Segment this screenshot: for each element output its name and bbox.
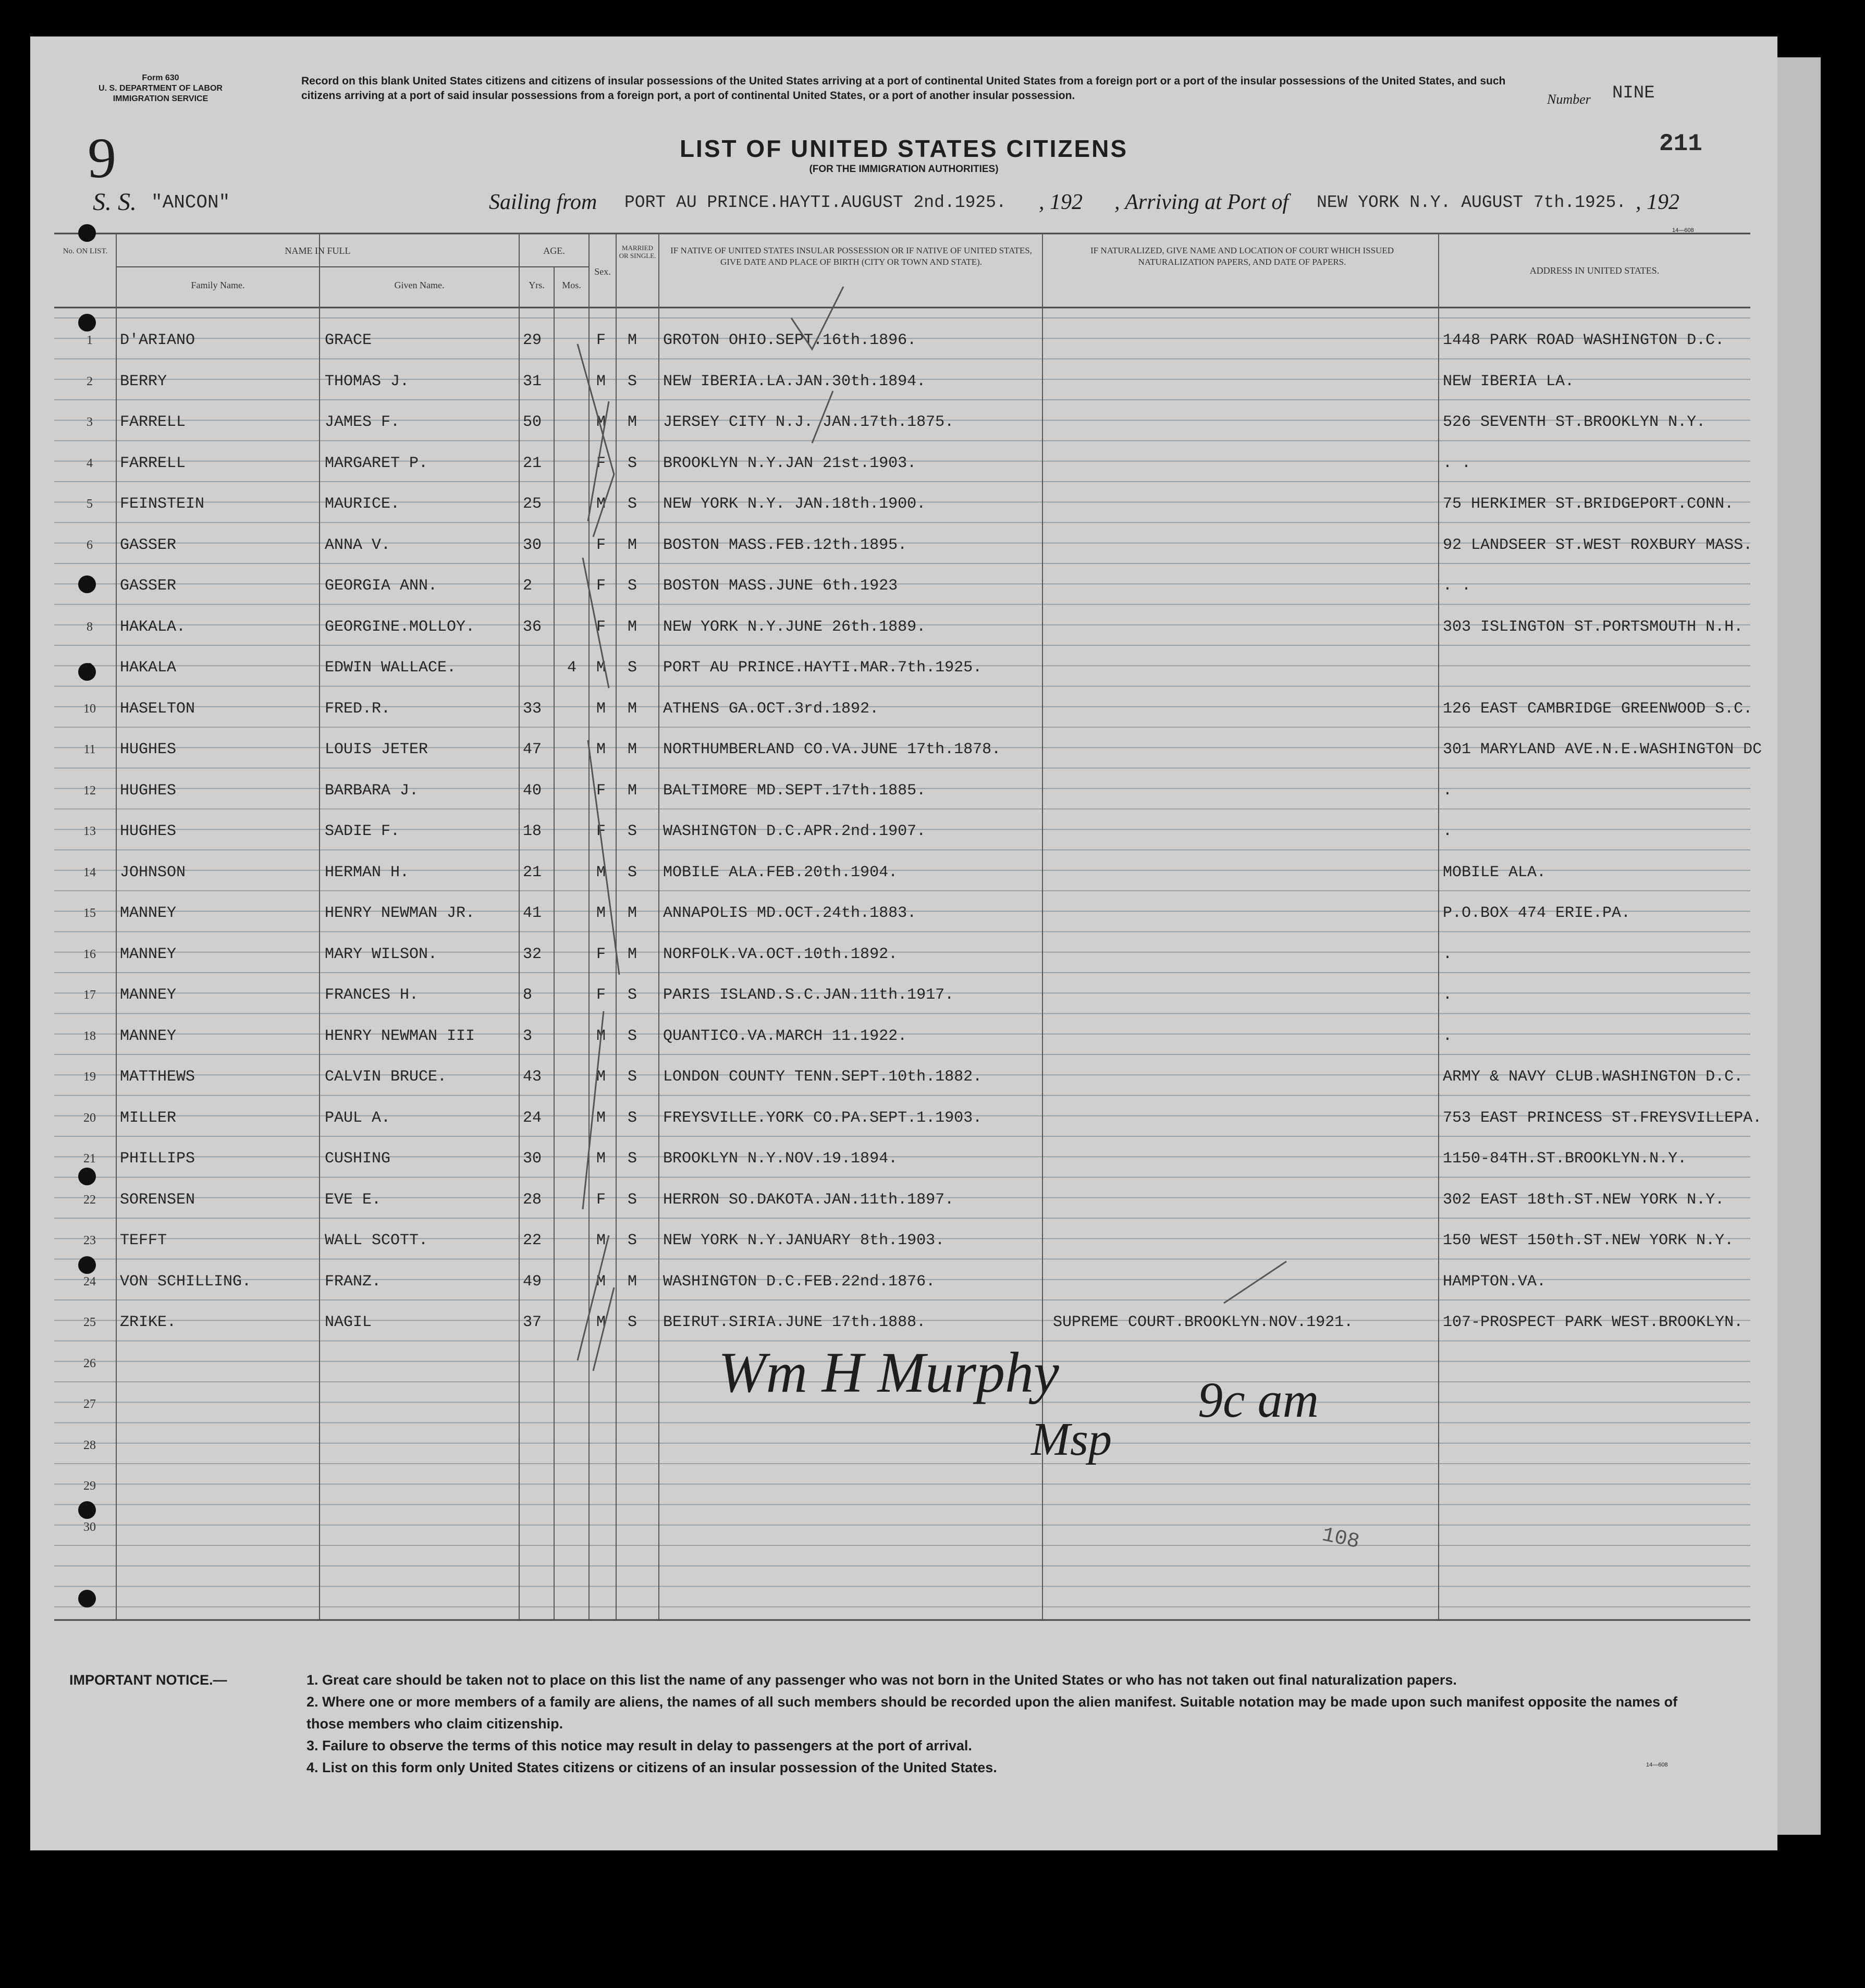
address: .	[1443, 823, 1453, 840]
address: .	[1443, 945, 1453, 963]
given-name: ANNA V.	[325, 536, 391, 554]
sex: M	[596, 1232, 606, 1249]
birth-place-date: HERRON SO.DAKOTA.JAN.11th.1897.	[663, 1191, 954, 1209]
birth-place-date: NEW YORK N.Y. JAN.18th.1900.	[663, 495, 926, 513]
sex: M	[596, 1272, 606, 1291]
family-name: MANNEY	[120, 904, 177, 922]
address: NEW IBERIA LA.	[1443, 372, 1575, 390]
given-name: CUSHING	[325, 1150, 391, 1168]
age-years: 33	[523, 700, 542, 718]
address: . .	[1443, 454, 1471, 472]
marital-status: S	[628, 986, 637, 1004]
marital-status: M	[628, 332, 637, 349]
page-title: LIST OF UNITED STATES CITIZENS	[679, 135, 1128, 162]
birth-place-date: BOSTON MASS.JUNE 6th.1923	[663, 577, 898, 595]
family-name: HUGHES	[120, 781, 177, 800]
given-name: GEORGINE.MOLLOY.	[325, 618, 475, 636]
marital-status: S	[628, 1027, 637, 1045]
age-years: 28	[523, 1191, 542, 1209]
given-name: SADIE F.	[325, 823, 400, 840]
year-suffix-2: , 192	[1636, 190, 1679, 214]
binding-hole	[78, 1590, 96, 1607]
age-years: 22	[523, 1232, 542, 1249]
print-code-top: 14—608	[1672, 227, 1694, 234]
row-number: 12	[83, 783, 96, 797]
marital-status: M	[628, 618, 637, 636]
family-name: MANNEY	[120, 1027, 177, 1045]
birth-place-date: WASHINGTON D.C.APR.2nd.1907.	[663, 823, 926, 840]
notice-item-2: 2. Where one or more members of a family are aliens, the names of all such members should be recorded upon the alien manifest. Suitable notation may be made upon such manifest opposite the names of those members who claim citizenship.	[306, 1694, 1678, 1732]
age-years: 21	[523, 454, 542, 472]
given-name: NAGIL	[325, 1314, 372, 1331]
binding-hole	[78, 575, 96, 593]
row-number: 19	[83, 1070, 96, 1084]
address: 302 EAST 18th.ST.NEW YORK N.Y.	[1443, 1191, 1725, 1209]
intro-instructions: Record on this blank United States citizens and citizens of insular possessions of the United States arriving at a port of continental United States from a foreign port or a port of the insular possessions of the United States, and such citizens arriving at a port of said insular possessions from a foreign port, a port of continental United States, or a port of another insular possession.	[301, 75, 1506, 102]
sex: F	[596, 986, 606, 1004]
sex: F	[596, 454, 606, 472]
age-years: 29	[523, 332, 542, 349]
age-years: 8	[523, 986, 533, 1004]
given-name: JAMES F.	[325, 413, 400, 431]
row-number: 2	[87, 374, 93, 388]
family-name: D'ARIANO	[120, 332, 195, 349]
sex: F	[596, 823, 606, 840]
address: 150 WEST 150th.ST.NEW YORK N.Y.	[1443, 1232, 1734, 1249]
birth-place-date: NEW YORK N.Y.JUNE 26th.1889.	[663, 618, 926, 636]
print-code-bottom: 14—608	[1646, 1762, 1668, 1768]
row-number: 15	[83, 906, 96, 920]
age-years: 25	[523, 495, 542, 513]
row-number: 18	[83, 1029, 96, 1043]
binding-hole	[78, 1168, 96, 1185]
row-number: 22	[83, 1193, 96, 1207]
age-years: 24	[523, 1109, 542, 1127]
header-yrs: Yrs.	[529, 280, 545, 290]
sex: F	[596, 781, 606, 800]
family-name: BERRY	[120, 372, 167, 390]
row-number: 6	[87, 538, 93, 552]
row-number: 13	[83, 825, 96, 838]
header-birth: IF NATIVE OF UNITED STATES INSULAR POSSESSION OR IF NATIVE OF UNITED STATES, GIVE DATE AND PLACE OF BIRTH (CITY OR TOWN AND STATE).	[670, 246, 1032, 267]
address: P.O.BOX 474 ERIE.PA.	[1443, 904, 1631, 922]
sex: M	[596, 659, 606, 677]
given-name: CALVIN BRUCE.	[325, 1068, 447, 1086]
manifest-page	[30, 36, 1777, 1850]
handwritten-initials: 9c am	[1198, 1372, 1319, 1428]
page-stamp: 211	[1659, 130, 1702, 157]
given-name: MARGARET P.	[325, 454, 428, 472]
row-number: 11	[83, 743, 96, 756]
sex: F	[596, 536, 606, 554]
sex: M	[596, 1109, 606, 1127]
header-age: AGE.	[543, 246, 565, 256]
number-label: Number	[1547, 92, 1591, 107]
address: 126 EAST CAMBRIDGE GREENWOOD S.C.	[1443, 700, 1753, 718]
header-given-name: Given Name.	[394, 280, 445, 290]
arriving-value: NEW YORK N.Y. AUGUST 7th.1925.	[1317, 193, 1627, 212]
age-years: 41	[523, 904, 542, 922]
age-years: 50	[523, 413, 542, 431]
number-value: NINE	[1612, 83, 1655, 103]
sex: F	[596, 618, 606, 636]
row-number: 8	[87, 620, 93, 634]
address: .	[1443, 986, 1453, 1004]
address: 1448 PARK ROAD WASHINGTON D.C.	[1443, 332, 1725, 349]
given-name: PAUL A.	[325, 1109, 391, 1127]
age-years: 49	[523, 1272, 542, 1291]
birth-place-date: ANNAPOLIS MD.OCT.24th.1883.	[663, 904, 917, 922]
department-name: U. S. DEPARTMENT OF LABOR	[99, 84, 223, 93]
age-months: 4	[567, 659, 577, 677]
age-years: 30	[523, 1150, 542, 1168]
service-name: IMMIGRATION SERVICE	[113, 94, 208, 103]
birth-place-date: GROTON OHIO.SEPT.16th.1896.	[663, 332, 917, 349]
binding-hole	[78, 314, 96, 332]
row-number: 16	[83, 947, 96, 961]
sex: F	[596, 577, 606, 595]
birth-place-date: JERSEY CITY N.J. JAN.17th.1875.	[663, 413, 954, 431]
sex: M	[596, 904, 606, 922]
sex: M	[596, 1027, 606, 1045]
family-name: HUGHES	[120, 741, 177, 758]
binding-hole	[78, 1256, 96, 1274]
header-sex: Sex.	[594, 266, 611, 277]
marital-status: M	[628, 413, 637, 431]
marital-status: M	[628, 1272, 637, 1291]
given-name: BARBARA J.	[325, 781, 419, 800]
notice-item-3: 3. Failure to observe the terms of this notice may result in delay to passengers at the port of arrival.	[306, 1738, 972, 1753]
family-name: GASSER	[120, 577, 177, 595]
address: 753 EAST PRINCESS ST.FREYSVILLEPA.	[1443, 1109, 1762, 1127]
family-name: HAKALA	[120, 659, 177, 677]
given-name: MAURICE.	[325, 495, 400, 513]
age-years: 30	[523, 536, 542, 554]
row-number: 5	[87, 497, 93, 511]
family-name: VON SCHILLING.	[120, 1272, 252, 1291]
birth-place-date: QUANTICO.VA.MARCH 11.1922.	[663, 1027, 907, 1045]
family-name: MANNEY	[120, 986, 177, 1004]
birth-place-date: NEW YORK N.Y.JANUARY 8th.1903.	[663, 1232, 945, 1249]
row-number: 14	[83, 865, 96, 879]
row-number: 26	[83, 1356, 96, 1370]
marital-status: M	[628, 945, 637, 963]
row-number: 24	[83, 1274, 96, 1288]
marital-status: S	[628, 863, 637, 881]
given-name: GRACE	[325, 332, 372, 349]
form-number: Form 630	[142, 73, 179, 82]
notice-heading: IMPORTANT NOTICE.—	[69, 1672, 227, 1688]
birth-place-date: WASHINGTON D.C.FEB.22nd.1876.	[663, 1272, 936, 1291]
marital-status: S	[628, 823, 637, 840]
stamp-number: 108	[1320, 1524, 1361, 1554]
sex: M	[596, 372, 606, 390]
given-name: THOMAS J.	[325, 372, 410, 390]
binding-hole	[78, 224, 96, 242]
given-name: EDWIN WALLACE.	[325, 659, 457, 677]
family-name: FARRELL	[120, 454, 186, 472]
sex: M	[596, 863, 606, 881]
address: .	[1443, 1027, 1453, 1045]
signature-title: Msp	[1031, 1414, 1112, 1465]
family-name: MATTHEWS	[120, 1068, 195, 1086]
age-years: 36	[523, 618, 542, 636]
age-years: 21	[523, 863, 542, 881]
given-name: GEORGIA ANN.	[325, 577, 438, 595]
sex: M	[596, 495, 606, 513]
birth-place-date: BALTIMORE MD.SEPT.17th.1885.	[663, 781, 926, 800]
sailing-value: PORT AU PRINCE.HAYTI.AUGUST 2nd.1925.	[624, 193, 1007, 212]
marital-status: M	[628, 781, 637, 800]
age-years: 3	[523, 1027, 533, 1045]
birth-place-date: PORT AU PRINCE.HAYTI.MAR.7th.1925.	[663, 659, 983, 677]
sex: M	[596, 1314, 606, 1331]
header-name-in-full: NAME IN FULL	[285, 246, 351, 256]
given-name: MARY WILSON.	[325, 945, 438, 963]
sex: F	[596, 945, 606, 963]
age-years: 37	[523, 1314, 542, 1331]
birth-place-date: BEIRUT.SIRIA.JUNE 17th.1888.	[663, 1314, 926, 1331]
arriving-label: , Arriving at Port of	[1114, 190, 1289, 214]
header-address: ADDRESS IN UNITED STATES.	[1529, 265, 1660, 276]
given-name: HERMAN H.	[325, 863, 410, 881]
marital-status: S	[628, 1150, 637, 1168]
age-years: 47	[523, 741, 542, 758]
family-name: GASSER	[120, 536, 177, 554]
binding-hole	[78, 663, 96, 681]
row-number: 3	[87, 415, 93, 429]
year-suffix-1: , 192	[1039, 190, 1083, 214]
row-number: 27	[83, 1397, 96, 1411]
family-name: MANNEY	[120, 945, 177, 963]
family-name: MILLER	[120, 1109, 177, 1127]
given-name: HENRY NEWMAN JR.	[325, 904, 475, 922]
given-name: LOUIS JETER	[325, 741, 428, 758]
marital-status: S	[628, 1314, 637, 1331]
age-years: 31	[523, 372, 542, 390]
signature: Wm H Murphy	[718, 1341, 1059, 1404]
age-years: 32	[523, 945, 542, 963]
sex: M	[596, 1068, 606, 1086]
given-name: WALL SCOTT.	[325, 1232, 428, 1249]
given-name: EVE E.	[325, 1191, 382, 1209]
birth-place-date: MOBILE ALA.FEB.20th.1904.	[663, 863, 898, 881]
family-name: SORENSEN	[120, 1191, 195, 1209]
address: 75 HERKIMER ST.BRIDGEPORT.CONN.	[1443, 495, 1734, 513]
family-name: HASELTON	[120, 700, 195, 718]
row-number: 10	[83, 702, 96, 716]
sex: M	[596, 413, 606, 431]
birth-place-date: ATHENS GA.OCT.3rd.1892.	[663, 700, 879, 718]
given-name: FRED.R.	[325, 700, 391, 718]
row-number: 30	[83, 1520, 96, 1534]
family-name: ZRIKE.	[120, 1314, 177, 1331]
sailing-label: Sailing from	[489, 190, 597, 214]
family-name: TEFFT	[120, 1232, 167, 1249]
birth-place-date: LONDON COUNTY TENN.SEPT.10th.1882.	[663, 1068, 983, 1086]
birth-place-date: PARIS ISLAND.S.C.JAN.11th.1917.	[663, 986, 954, 1004]
row-number: 17	[83, 988, 96, 1002]
family-name: HUGHES	[120, 823, 177, 840]
marital-status: M	[628, 536, 637, 554]
birth-place-date: BOSTON MASS.FEB.12th.1895.	[663, 536, 907, 554]
birth-place-date: NEW IBERIA.LA.JAN.30th.1894.	[663, 372, 926, 390]
header-naturalization: IF NATURALIZED, GIVE NAME AND LOCATION OF COURT WHICH ISSUED NATURALIZATION PAPERS, AND DATE OF PAPERS.	[1090, 246, 1394, 267]
address: .	[1443, 781, 1453, 800]
marital-status: S	[628, 1232, 637, 1249]
naturalization: SUPREME COURT.BROOKLYN.NOV.1921.	[1053, 1314, 1354, 1331]
address: HAMPTON.VA.	[1443, 1272, 1547, 1291]
sex: M	[596, 1150, 606, 1168]
row-number: 25	[83, 1316, 96, 1329]
address: 92 LANDSEER ST.WEST ROXBURY MASS.	[1443, 536, 1753, 554]
handwritten-corner-number: 9	[88, 126, 116, 190]
marital-status: S	[628, 454, 637, 472]
marital-status: S	[628, 577, 637, 595]
birth-place-date: NORFOLK.VA.OCT.10th.1892.	[663, 945, 898, 963]
binding-hole	[78, 1501, 96, 1519]
row-number: 28	[83, 1438, 96, 1452]
sex: M	[596, 700, 606, 718]
address: 107-PROSPECT PARK WEST.BROOKLYN.	[1443, 1314, 1744, 1331]
sex: M	[596, 741, 606, 758]
ship-prefix: S. S.	[93, 188, 137, 216]
row-number: 23	[83, 1234, 96, 1247]
header-no-on-list: No. ON LIST.	[63, 247, 108, 255]
address: 1150-84TH.ST.BROOKLYN.N.Y.	[1443, 1150, 1687, 1168]
notice-item-4: 4. List on this form only United States citizens or citizens of an insular possession of the United States.	[306, 1760, 997, 1775]
address: 303 ISLINGTON ST.PORTSMOUTH N.H.	[1443, 618, 1744, 636]
given-name: FRANZ.	[325, 1272, 382, 1291]
age-years: 43	[523, 1068, 542, 1086]
address: 301 MARYLAND AVE.N.E.WASHINGTON DC	[1443, 741, 1762, 758]
address: 526 SEVENTH ST.BROOKLYN N.Y.	[1443, 413, 1706, 431]
marital-status: M	[628, 904, 637, 922]
sex: F	[596, 332, 606, 349]
check-marks	[30, 36, 1777, 1850]
address: . .	[1443, 577, 1471, 595]
header-family-name: Family Name.	[191, 280, 245, 290]
family-name: JOHNSON	[120, 863, 186, 881]
birth-place-date: BROOKLYN N.Y.NOV.19.1894.	[663, 1150, 898, 1168]
address: MOBILE ALA.	[1443, 863, 1547, 881]
family-name: FARRELL	[120, 413, 186, 431]
address: ARMY & NAVY CLUB.WASHINGTON D.C.	[1443, 1068, 1744, 1086]
marital-status: S	[628, 1068, 637, 1086]
marital-status: S	[628, 1109, 637, 1127]
row-number: 20	[83, 1111, 96, 1125]
sex: F	[596, 1191, 606, 1209]
marital-status: S	[628, 659, 637, 677]
birth-place-date: NORTHUMBERLAND CO.VA.JUNE 17th.1878.	[663, 741, 1001, 758]
marital-status: M	[628, 741, 637, 758]
family-name: FEINSTEIN	[120, 495, 205, 513]
notice-item-1: 1. Great care should be taken not to place on this list the name of any passenger who was not born in the United States or who has not taken out final naturalization papers.	[306, 1672, 1457, 1688]
row-number: 1	[87, 334, 93, 347]
marital-status: S	[628, 495, 637, 513]
age-years: 18	[523, 823, 542, 840]
birth-place-date: BROOKLYN N.Y.JAN 21st.1903.	[663, 454, 917, 472]
family-name: HAKALA.	[120, 618, 186, 636]
ship-name: "ANCON"	[151, 192, 230, 213]
given-name: HENRY NEWMAN III	[325, 1027, 475, 1045]
marital-status: M	[628, 700, 637, 718]
marital-status: S	[628, 1191, 637, 1209]
age-years: 2	[523, 577, 533, 595]
given-name: FRANCES H.	[325, 986, 419, 1004]
header-married-single: MARRIED OR SINGLE.	[619, 244, 656, 260]
age-years: 40	[523, 781, 542, 800]
row-number: 4	[87, 456, 93, 470]
row-number: 21	[83, 1152, 96, 1165]
header-mos: Mos.	[562, 280, 581, 290]
marital-status: S	[628, 372, 637, 390]
page-subtitle: (FOR THE IMMIGRATION AUTHORITIES)	[809, 164, 999, 175]
birth-place-date: FREYSVILLE.YORK CO.PA.SEPT.1.1903.	[663, 1109, 983, 1127]
row-number: 29	[83, 1479, 96, 1493]
family-name: PHILLIPS	[120, 1150, 195, 1168]
